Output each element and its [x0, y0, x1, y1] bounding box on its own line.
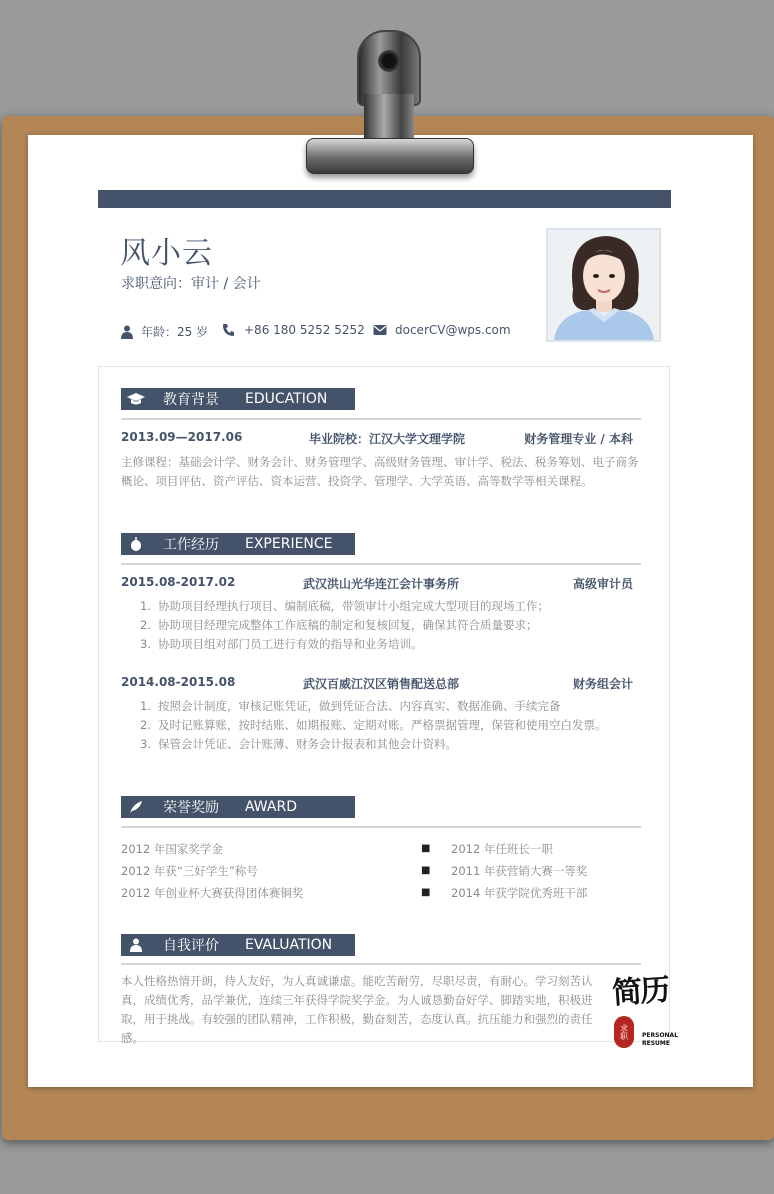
phone-info: [222, 323, 365, 337]
candidate-name: 风小云: [120, 236, 213, 271]
feather-icon: [129, 800, 143, 814]
email-info: [373, 323, 511, 337]
award-title-cn: 荣誉奖励: [163, 800, 219, 816]
phone-text[interactable]: +86 180 5252 5252: [244, 323, 365, 337]
section-divider: [121, 963, 641, 965]
education-title-en: EDUCATION: [245, 391, 328, 407]
list-item: 2012 年国家奖学金: [121, 842, 223, 856]
section-divider: [121, 826, 641, 828]
list-item: 3. 协助项目组对部门员工进行有效的指导和业务培训。: [140, 637, 423, 651]
graduation-cap-icon: [127, 393, 145, 405]
section-header-award: [121, 796, 355, 818]
award-list-right: [421, 838, 587, 904]
job-intent: 求职意向：审计 / 会计: [121, 276, 261, 292]
job-role: 财务组会计: [572, 677, 633, 691]
education-major: 财务管理专业 / 本科: [524, 432, 633, 446]
education-school: 毕业院校：江汉大学文理学院: [309, 432, 466, 446]
bullet-icon: ■: [421, 843, 431, 854]
job-company: 武汉洪山光华连江会计事务所: [303, 577, 460, 591]
section-divider: [121, 563, 641, 565]
list-item: ■ 2011 年获营销大赛一等奖: [421, 860, 587, 882]
resume-logo: [612, 966, 682, 1056]
list-item: 1. 协助项目经理执行项目、编制底稿，带领审计小组完成大型项目的现场工作；: [140, 599, 549, 613]
person-icon: [130, 938, 142, 952]
list-item: 1. 按照会计制度，审核记账凭证，做到凭证合法、内容真实、数据准确、手续完备: [140, 699, 561, 713]
header-bar: [98, 190, 671, 208]
list-item: ■ 2012 年任班长一职: [421, 838, 587, 860]
section-divider: [121, 418, 641, 420]
phone-icon: [222, 323, 236, 337]
binder-clip-base: [306, 138, 474, 174]
seal-stamp: 求职: [614, 1016, 634, 1048]
list-item: 2. 及时记账算账，按时结账、如期报账、定期对账。严格票据管理，保管和使用空白发票。: [140, 718, 607, 732]
logo-chars: 简历: [611, 972, 670, 1012]
profile-photo: [546, 228, 661, 342]
education-title-cn: 教育背景: [163, 392, 219, 408]
logo-line1: PERSONAL: [642, 1032, 679, 1039]
job-duties-list: [140, 597, 549, 654]
evaluation-text: 本人性格热情开朗，待人友好，为人真诚谦虚。能吃苦耐劳，尽职尽责，有耐心。学习刻苦认真，成绩优秀，品学兼优，连续三年获得学院奖学金。为人诚恳勤奋好学、脚踏实地，积极进取，用于挑战。有较强的团队精神，工作积极，勤奋刻苦，态度认真。抗压能力和强烈的责任感。: [121, 974, 593, 1045]
bullet-icon: ■: [421, 887, 431, 898]
section-header-education: [121, 388, 355, 410]
list-item: 3. 保管会计凭证、会计账薄、财务会计报表和其他会计资料。: [140, 737, 457, 751]
person-icon: [121, 325, 133, 339]
award-list-left: [121, 838, 303, 904]
evaluation-title-en: EVALUATION: [245, 937, 333, 953]
job-date: 2014.08-2015.08: [121, 675, 236, 689]
evaluation-title-cn: 自我评价: [163, 938, 219, 954]
list-item: ■ 2014 年获学院优秀班干部: [421, 882, 587, 904]
section-header-experience: [121, 533, 355, 555]
binder-clip-hole: [378, 50, 400, 72]
mail-icon: [373, 324, 387, 336]
age-info: [121, 323, 208, 340]
list-item: 2012 年创业杯大赛获得团体赛铜奖: [121, 886, 304, 900]
education-courses: 主修课程：基础会计学、财务会计、财务管理学、高级财务管理、审计学、税法、税务筹划、电子商务概论、项目评估、资产评估、资本运营、投资学、管理学、大学英语、高等数学等相关课程。: [121, 455, 639, 488]
award-title-en: AWARD: [245, 799, 297, 815]
age-text: 年龄：25 岁: [141, 325, 209, 339]
section-header-evaluation: [121, 934, 355, 956]
job-duties-list: [140, 697, 607, 754]
list-item: 2. 协助项目经理完成整体工作底稿的制定和复核回复，确保其符合质量要求；: [140, 618, 538, 632]
experience-title-cn: 工作经历: [163, 537, 219, 553]
logo-line2: RESUME: [642, 1040, 670, 1047]
job-company: 武汉百威江汉区销售配送总部: [303, 677, 460, 691]
email-text[interactable]: docerCV@wps.com: [395, 323, 511, 337]
job-date: 2015.08-2017.02: [121, 575, 236, 589]
experience-title-en: EXPERIENCE: [245, 536, 333, 552]
binder-clip-neck: [364, 94, 414, 144]
job-role: 高级审计员: [572, 577, 633, 591]
bullet-icon: ■: [421, 865, 431, 876]
education-date: 2013.09—2017.06: [121, 430, 243, 444]
portrait-image: [548, 230, 659, 340]
mouse-icon: [129, 537, 143, 551]
list-item: 2012 年获“三好学生”称号: [121, 864, 258, 878]
